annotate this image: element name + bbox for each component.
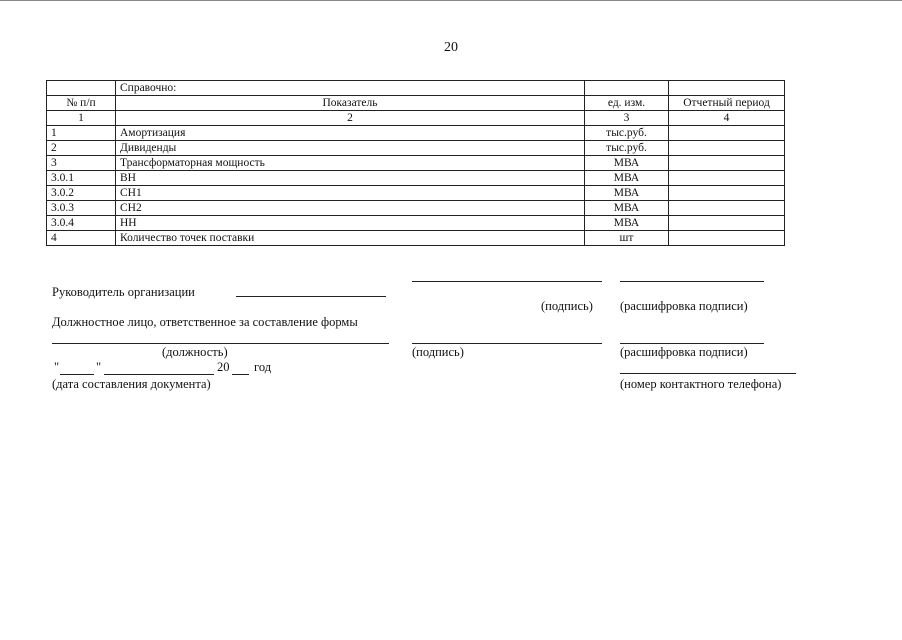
column-number: 1	[47, 111, 116, 126]
row-value	[669, 126, 785, 141]
table-row	[47, 186, 785, 201]
header-period: Отчетный период	[669, 96, 785, 111]
head-position-line	[236, 296, 386, 297]
row-unit: МВА	[585, 201, 669, 216]
row-unit: тыс.руб.	[585, 141, 669, 156]
table-column-number-row	[47, 111, 785, 126]
row-value	[669, 201, 785, 216]
reference-table	[46, 80, 785, 246]
date-quote-close: "	[96, 360, 102, 374]
row-indicator: НН	[116, 216, 585, 231]
responsible-label: Должностное лицо, ответственное за составление формы	[52, 315, 358, 329]
row-num: 3.0.4	[47, 216, 116, 231]
row-indicator: ВН	[116, 171, 585, 186]
table-row	[47, 201, 785, 216]
row-value	[669, 141, 785, 156]
row-value	[669, 156, 785, 171]
row-value	[669, 216, 785, 231]
row-value	[669, 171, 785, 186]
table-row	[47, 231, 785, 246]
date-year-line	[232, 374, 249, 375]
table-row	[47, 171, 785, 186]
column-number: 2	[116, 111, 585, 126]
signature-line-responsible	[412, 343, 602, 344]
row-indicator: Количество точек поставки	[116, 231, 585, 246]
position-label: (должность)	[162, 345, 228, 359]
page-number: 20	[444, 40, 458, 55]
row-num: 1	[47, 126, 116, 141]
column-number: 4	[669, 111, 785, 126]
date-label: (дата составления документа)	[52, 377, 211, 391]
signature-label: (подпись)	[541, 299, 593, 313]
row-unit: МВА	[585, 186, 669, 201]
decoding-label: (расшифровка подписи)	[620, 299, 748, 313]
row-unit: тыс.руб.	[585, 126, 669, 141]
row-value	[669, 231, 785, 246]
row-unit: МВА	[585, 171, 669, 186]
row-unit: МВА	[585, 156, 669, 171]
row-indicator: Амортизация	[116, 126, 585, 141]
phone-label: (номер контактного телефона)	[620, 377, 782, 391]
decoding-label-2: (расшифровка подписи)	[620, 345, 748, 359]
head-label: Руководитель организации	[52, 285, 195, 299]
row-value	[669, 186, 785, 201]
row-indicator: СН1	[116, 186, 585, 201]
phone-line	[620, 373, 796, 374]
row-unit: МВА	[585, 216, 669, 231]
table-row	[47, 126, 785, 141]
table-note-row	[47, 81, 785, 96]
header-indicator: Показатель	[116, 96, 585, 111]
signature-line-head	[412, 281, 602, 282]
column-number: 3	[585, 111, 669, 126]
table-row	[47, 141, 785, 156]
row-num: 3	[47, 156, 116, 171]
date-quote-open: "	[54, 360, 60, 374]
row-unit: шт	[585, 231, 669, 246]
signature-label-2: (подпись)	[412, 345, 464, 359]
header-unit: ед. изм.	[585, 96, 669, 111]
row-num: 3.0.3	[47, 201, 116, 216]
table-note: Справочно:	[116, 81, 585, 96]
row-num: 2	[47, 141, 116, 156]
position-line	[52, 343, 389, 344]
top-border-line	[0, 0, 902, 1]
row-indicator: СН2	[116, 201, 585, 216]
row-num: 4	[47, 231, 116, 246]
row-indicator: Дивиденды	[116, 141, 585, 156]
date-month-line	[104, 374, 214, 375]
table-row	[47, 156, 785, 171]
table-header-row	[47, 96, 785, 111]
date-day-line	[60, 374, 94, 375]
date-year-prefix: 20	[217, 360, 230, 374]
header-num: № п/п	[47, 96, 116, 111]
row-num: 3.0.1	[47, 171, 116, 186]
table-row	[47, 216, 785, 231]
row-indicator: Трансформаторная мощность	[116, 156, 585, 171]
decoding-line-responsible	[620, 343, 764, 344]
row-num: 3.0.2	[47, 186, 116, 201]
decoding-line-head	[620, 281, 764, 282]
date-year-suffix: год	[254, 360, 272, 374]
